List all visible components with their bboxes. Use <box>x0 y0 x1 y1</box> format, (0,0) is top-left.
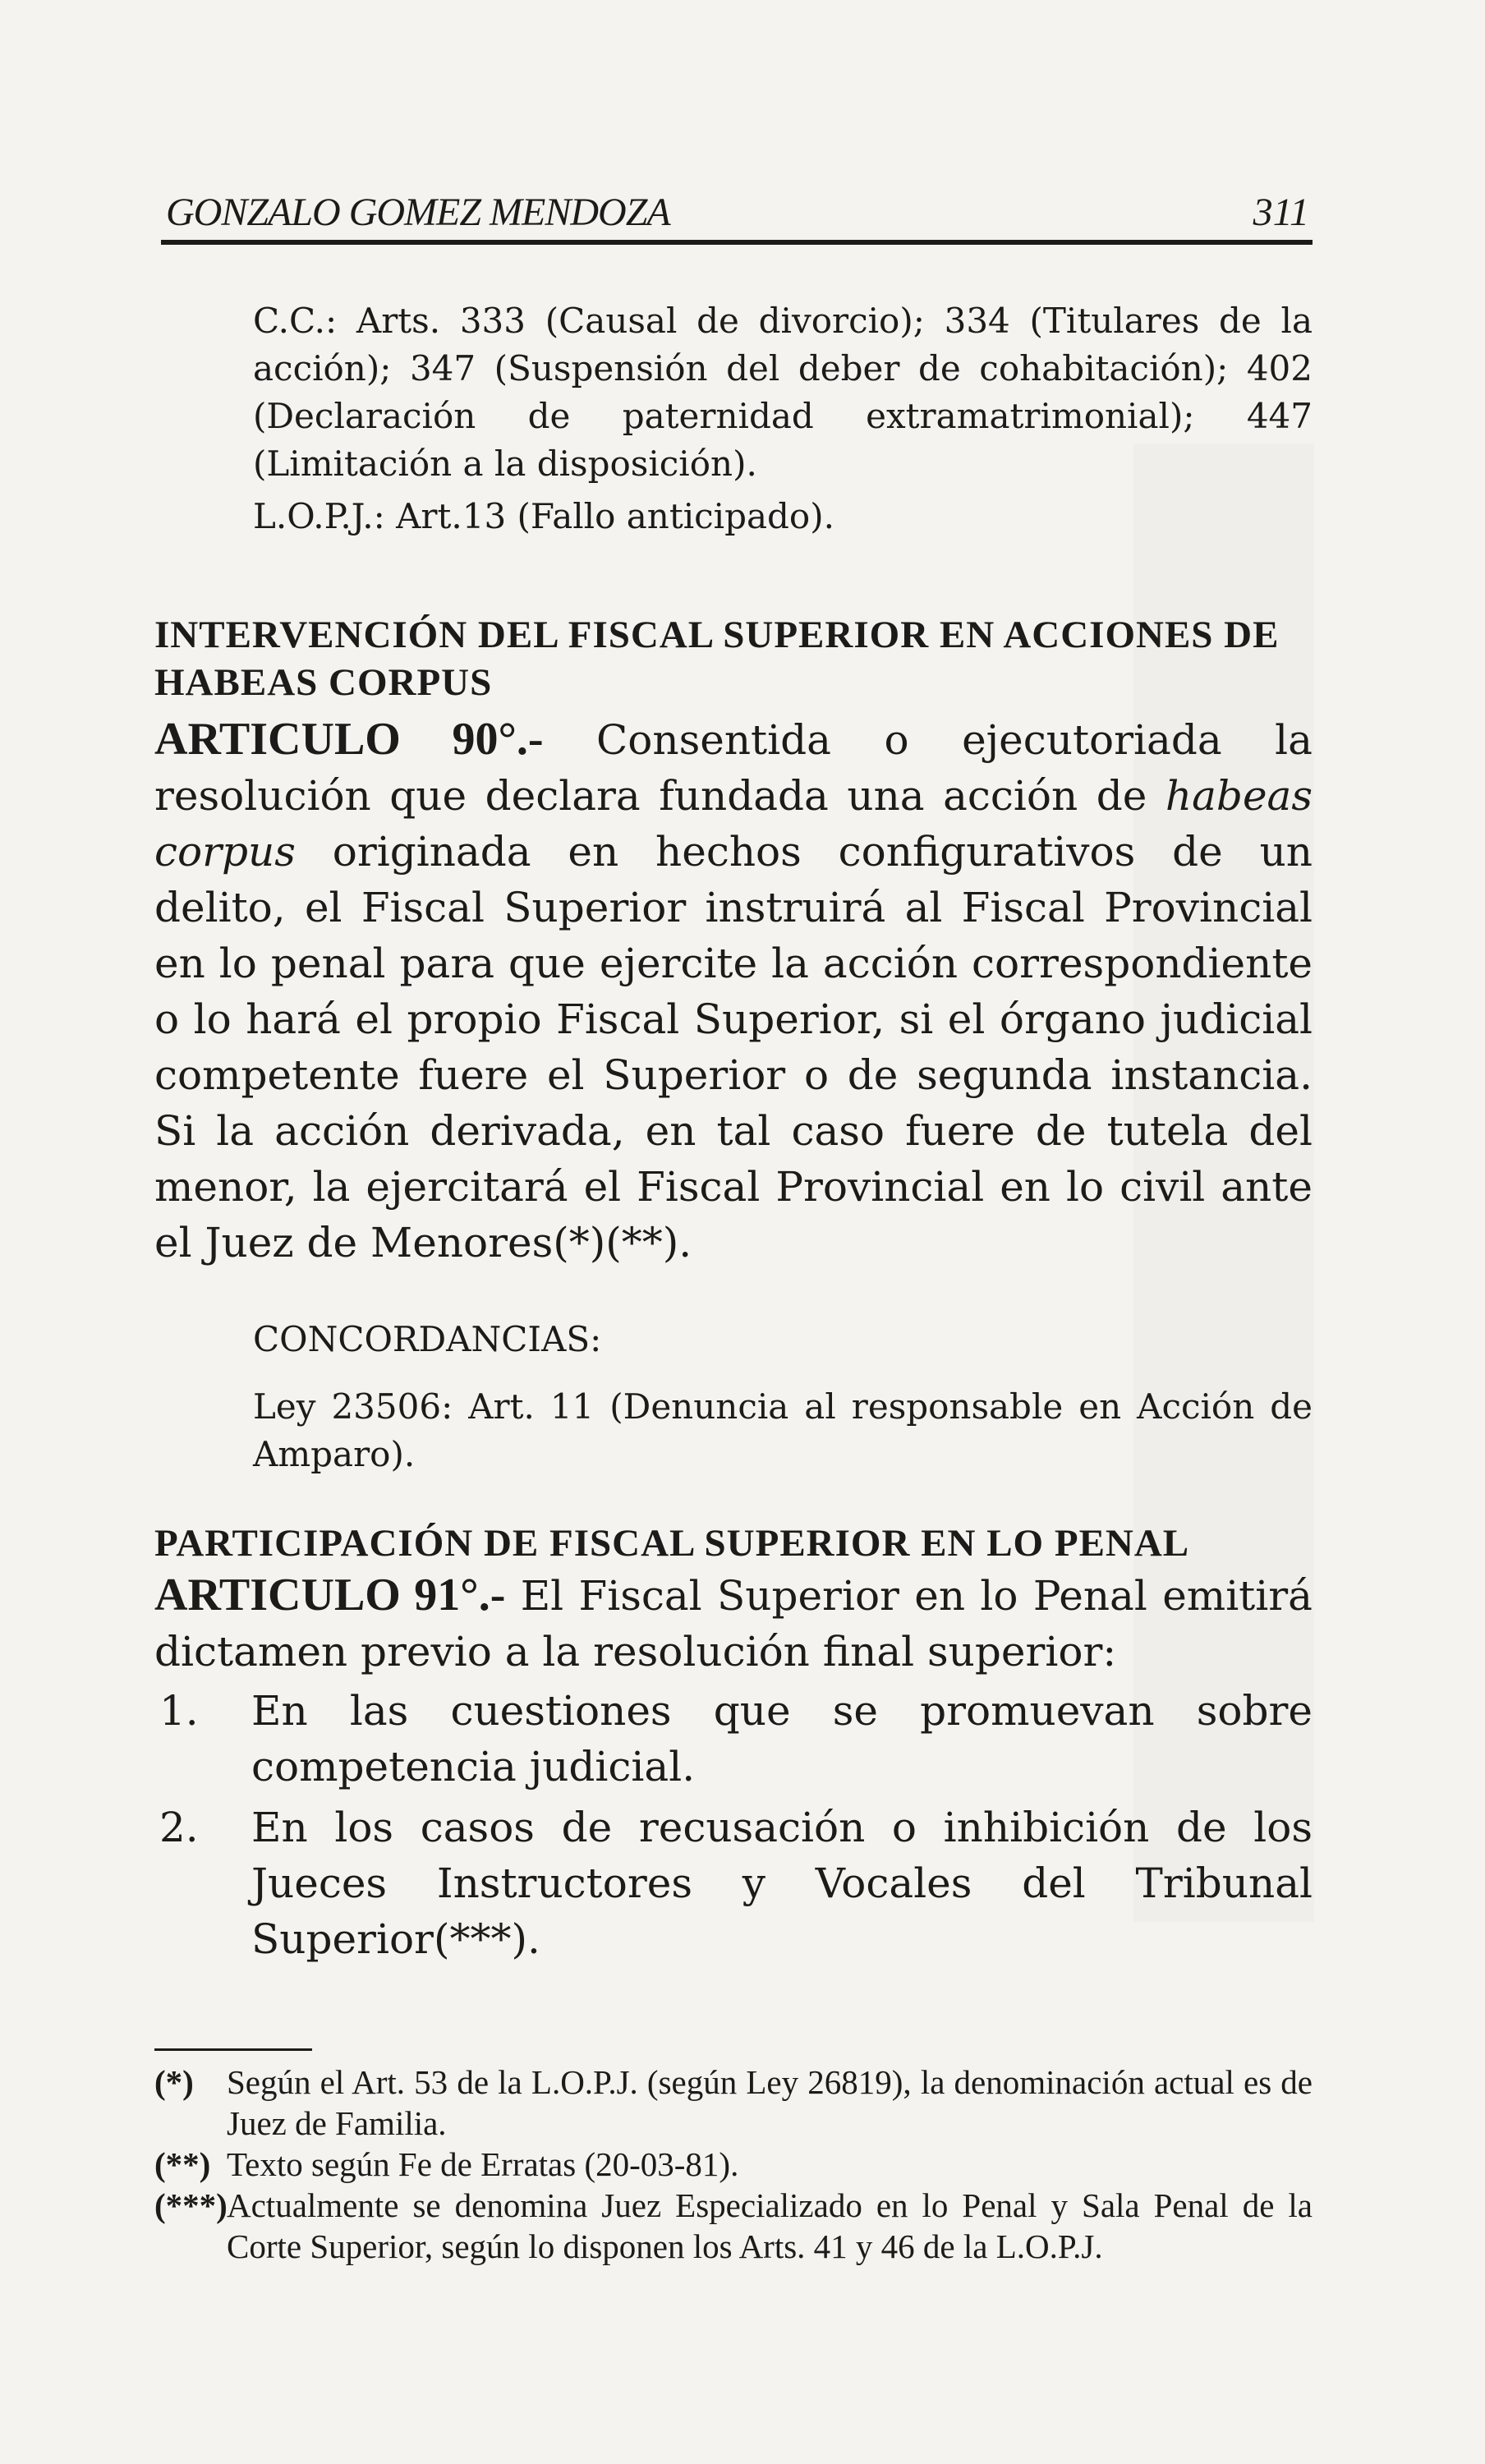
footnote-rule <box>154 2048 312 2051</box>
article-91-text: El Fiscal Superior en lo Penal emitirá dictamen previo a la resolución final superior: <box>154 1572 1313 1676</box>
concordance-lopj: L.O.P.J.: Art.13 (Fallo anticipado). <box>253 496 834 536</box>
article-90-label: ARTICULO 90°.- <box>154 714 544 765</box>
section-91-heading: PARTICIPACIÓN DE FISCAL SUPERIOR EN LO PENAL <box>154 1522 1190 1565</box>
section-91 <box>154 1519 1313 1967</box>
footnote-text: Texto según Fe de Erratas (20-03-81). <box>227 2145 739 2183</box>
concordancias-title: CONCORDANCIAS: <box>253 1319 602 1359</box>
footnote <box>154 2062 1313 2144</box>
footnote-text: Según el Art. 53 de la L.O.P.J. (según Ley 26819), la denominación actual es de Juez de Familia. <box>227 2063 1313 2142</box>
footnote <box>154 2144 1313 2185</box>
article-90-text-start: Consentida o ejecutoriada la resolución que declara fundada una acción de <box>154 716 1313 820</box>
article-91-list <box>154 1683 1313 1967</box>
article-90-text-end: originada en hechos configurativos de un delito, el Fiscal Superior instruirá al Fiscal Provincial en lo penal para que ejercite la acción correspondiente o lo hará el propio Fiscal Superior, si el órgano judicial competente fuere el Superior o de segunda instancia. Si la acción derivada, en tal caso fuere de tutela del menor, la ejercitará el Fiscal Provincial en lo civil ante el Juez de Menores(*)(**). <box>154 828 1313 1266</box>
article-90-body <box>154 711 1313 1271</box>
header-author: GONZALO GOMEZ MENDOZA <box>166 191 670 234</box>
concordancias-text: Ley 23506: Art. 11 (Denuncia al responsable en Acción de Amparo). <box>253 1386 1313 1474</box>
section-90-heading: INTERVENCIÓN DEL FISCAL SUPERIOR EN ACCIONES DE HABEAS CORPUS <box>154 614 1280 704</box>
concordance-cc: C.C.: Arts. 333 (Causal de divorcio); 334 (Titulares de la acción); 347 (Suspensión del deber de cohabitación); 402 (Declaración de paternidad extramatrimonial); 447 (Limitación a la disposición). <box>253 301 1313 484</box>
list-item-number: 2. <box>159 1804 199 1851</box>
concordancias-90 <box>253 1316 1313 1478</box>
article-91-body <box>154 1567 1313 1680</box>
article-90-italic-term: habeas corpus <box>154 772 1313 876</box>
list-item <box>154 1800 1313 1967</box>
footnote <box>154 2185 1313 2267</box>
running-header <box>161 182 1313 245</box>
list-item-text: En los casos de recusación o inhibición de los Jueces Instructores y Vocales del Tribunal Superior(***). <box>251 1804 1313 1963</box>
footnote-text: Actualmente se denomina Juez Especializado en lo Penal y Sala Penal de la Corte Superior, según lo disponen los Arts. 41 y 46 de la L.O.P.J. <box>227 2186 1313 2265</box>
section-90 <box>154 611 1313 1271</box>
footnote-mark: (***) <box>154 2186 228 2224</box>
list-item-number: 1. <box>159 1687 199 1735</box>
footnote-mark: (*) <box>154 2063 194 2101</box>
concordances-top <box>253 297 1313 540</box>
article-91-label: ARTICULO 91°.- <box>154 1570 506 1620</box>
page-number: 311 <box>1253 191 1309 234</box>
footnotes <box>154 2062 1313 2267</box>
list-item <box>154 1683 1313 1795</box>
footnote-mark: (**) <box>154 2145 211 2183</box>
list-item-text: En las cuestiones que se promuevan sobre competencia judicial. <box>251 1687 1313 1791</box>
